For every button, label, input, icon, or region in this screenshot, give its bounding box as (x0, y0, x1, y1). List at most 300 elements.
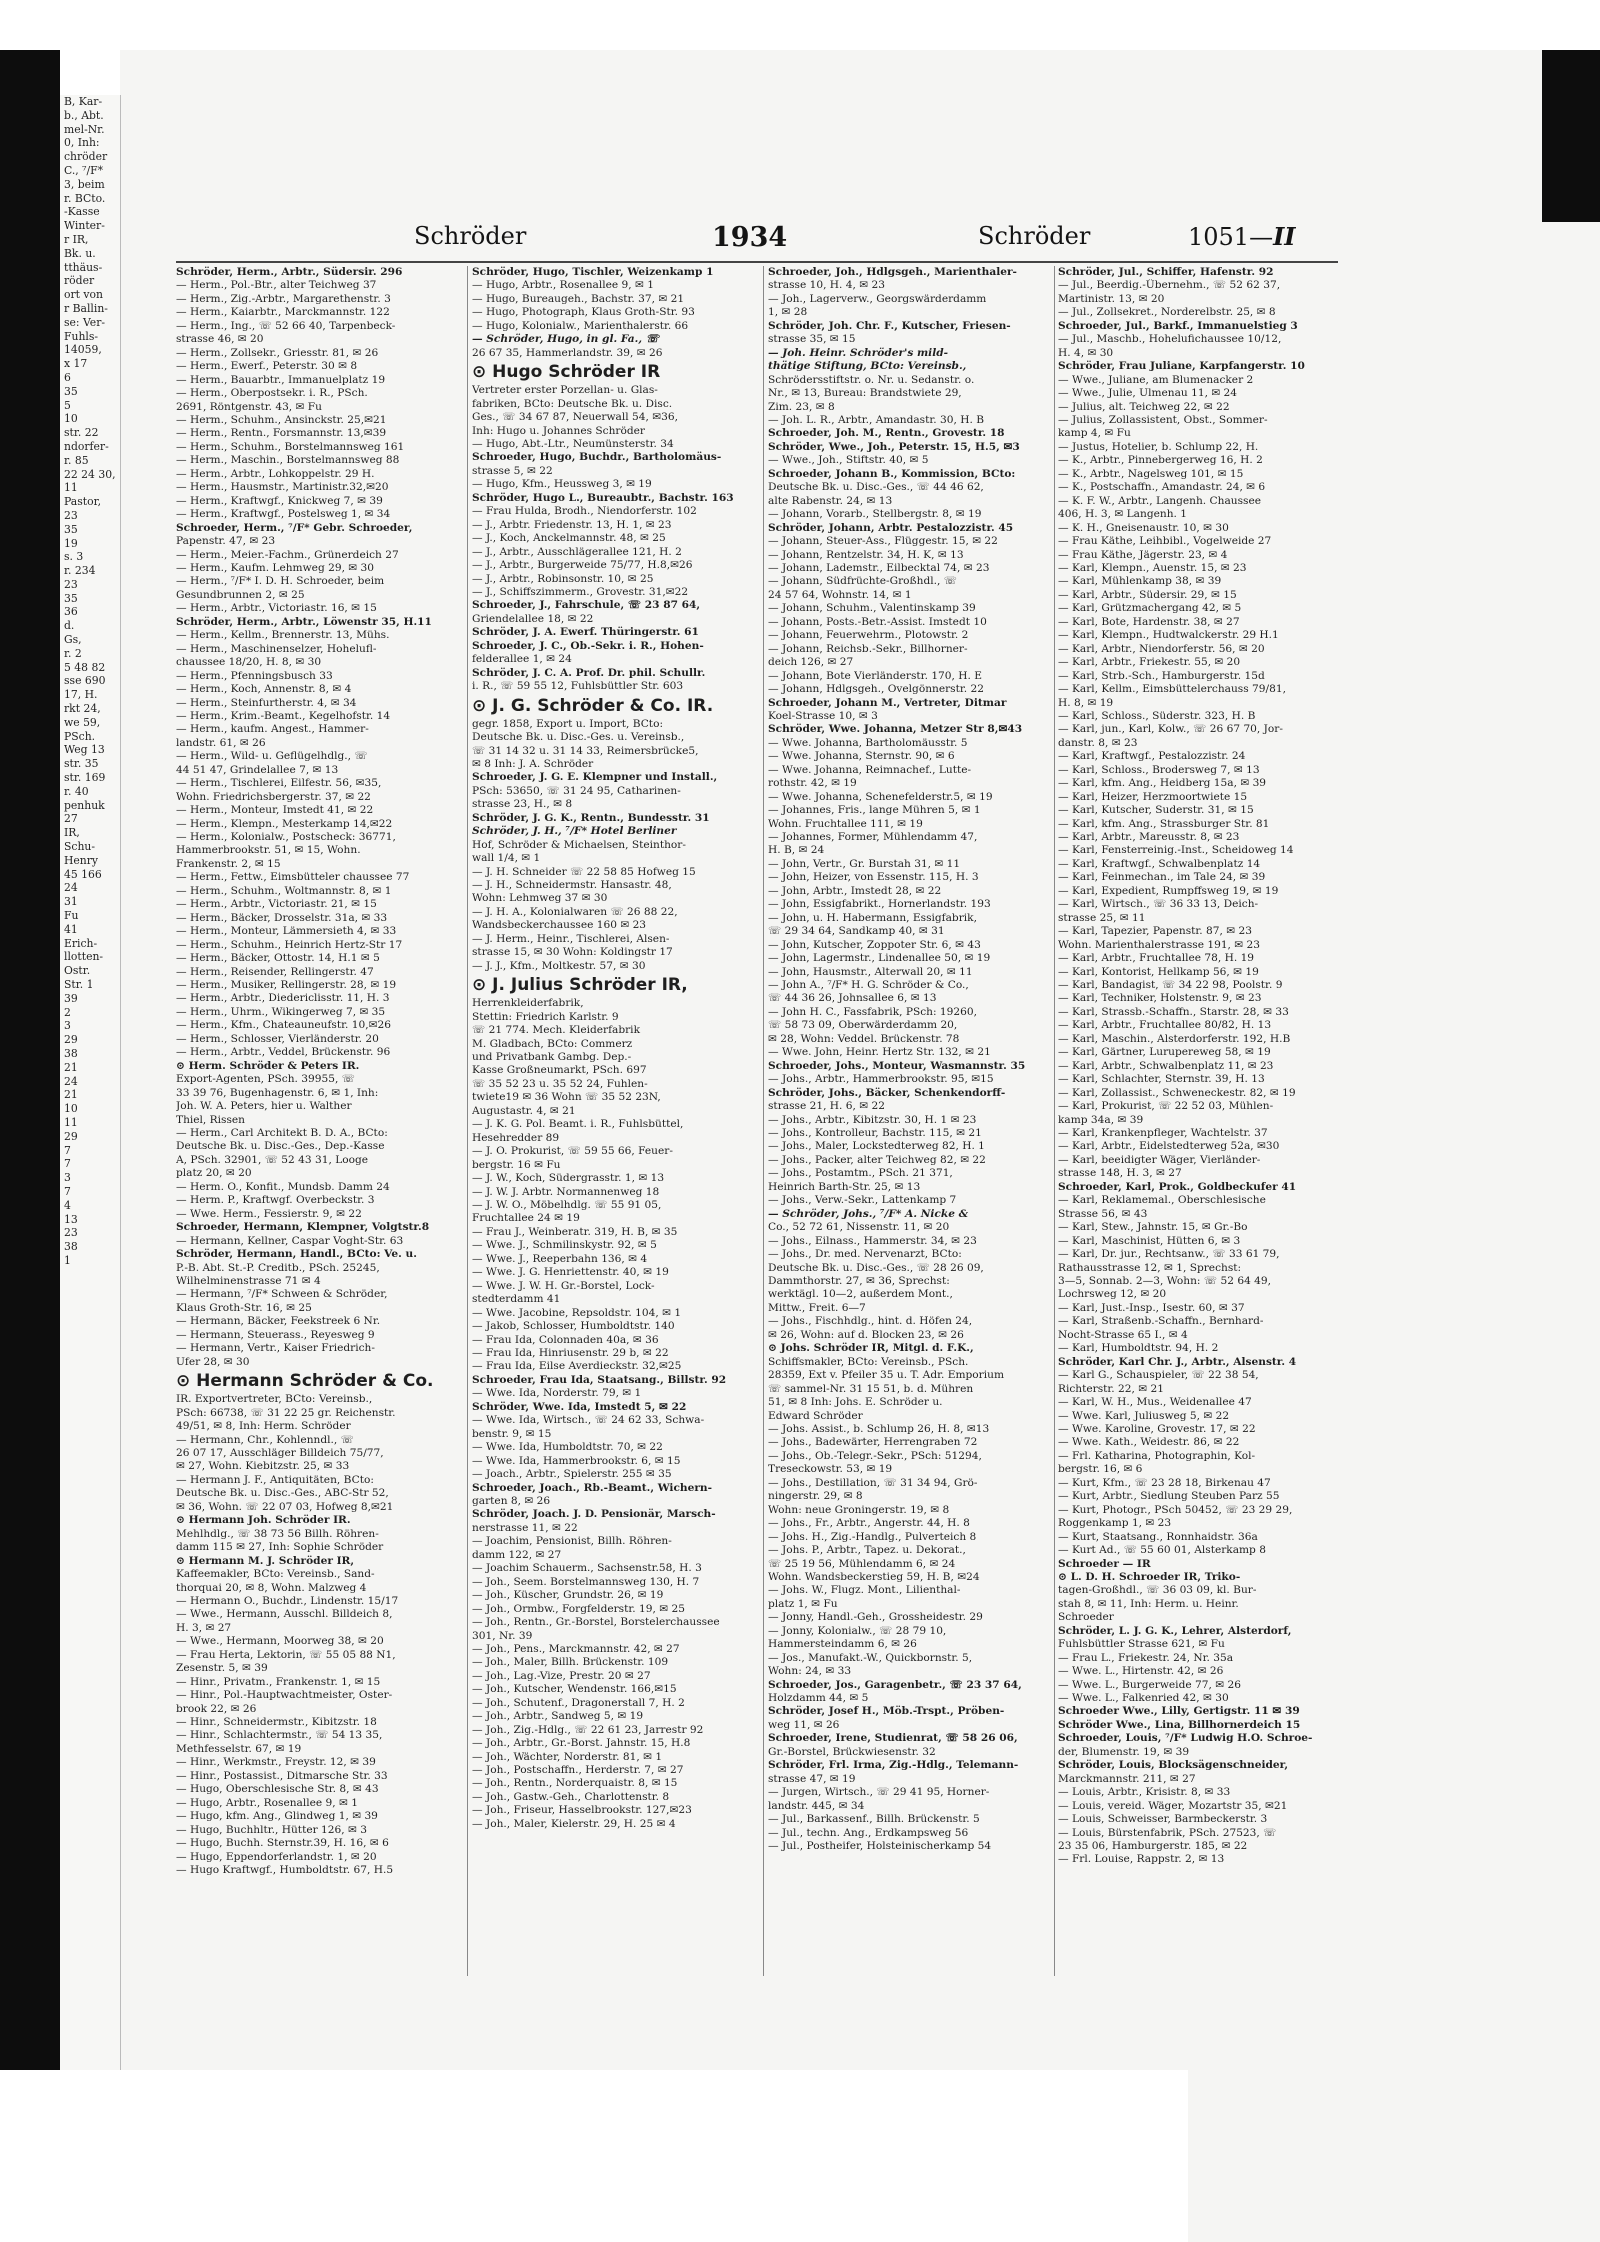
previous-page-fragment: 35 (64, 591, 78, 605)
directory-entry-line: Schröder, Joh. Chr. F., Kutscher, Friesen- (768, 319, 1011, 332)
directory-entry-line: strasse 148, H. 3, ✉ 27 (1058, 1167, 1182, 1180)
directory-entry-line: Schröder, Johann, Arbtr. Pestalozzistr. 45 (768, 521, 1014, 534)
previous-page-fragment: -Kasse (64, 205, 100, 219)
directory-entry-line: — K. F. W., Arbtr., Langenh. Chaussee (1058, 494, 1262, 507)
directory-entry-line: — Hugo, Arbtr., Rosenallee 9, ✉ 1 (176, 1796, 359, 1809)
directory-entry-line: Schroeder, Karl, Prok., Goldbeckufer 41 (1058, 1180, 1297, 1193)
directory-entry-line: — Johs., Destillation, ☏ 31 34 94, Grö- (768, 1476, 978, 1489)
previous-page-fragment: Erich- (64, 936, 98, 950)
directory-entry-line: Schiffsmakler, BCto: Vereinsb., PSch. (768, 1355, 969, 1368)
directory-entry-line: Wandsbeckerchaussee 160 ✉ 23 (472, 919, 647, 932)
previous-page-fragment: 23 (64, 1226, 78, 1240)
directory-entry-line: — Wwe. John, Heinr. Hertz Str. 132, ✉ 21 (768, 1046, 991, 1059)
directory-entry-line: — Wwe., Juliane, am Blumenacker 2 (1058, 373, 1254, 386)
directory-entry-line: — Wwe., Julie, Ulmenau 11, ✉ 24 (1058, 387, 1238, 400)
directory-entry-line: — Herm., Kaufm. Lehmweg 29, ✉ 30 (176, 561, 375, 574)
directory-entry-line: ✉ 8 Inh: J. A. Schröder (472, 757, 594, 770)
previous-page-fragment: IR, (64, 826, 80, 840)
directory-entry-line: — Karl, Stew., Jahnstr. 15, ✉ Gr.-Bo (1058, 1221, 1248, 1234)
page-number-value: 1051— (1188, 223, 1274, 251)
directory-entry-line: Holzdamm 44, ✉ 5 (768, 1692, 869, 1705)
directory-entry-line: — Julius, Zollassistent, Obst., Sommer- (1058, 413, 1268, 426)
directory-entry-line: — Hermann J. F., Antiquitäten, BCto: (176, 1473, 374, 1486)
previous-page-fragment: r. BCto. (64, 191, 106, 205)
directory-entry-line: ⊙ J. G. Schröder & Co. IR. (472, 695, 714, 716)
directory-entry-line: Herrenkleiderfabrik, (472, 997, 584, 1010)
directory-entry-line: ☏ 31 14 32 u. 31 14 33, Reimersbrücke5, (472, 744, 699, 757)
directory-entry-line: — Karl, Arbtr., Friekestr. 55, ✉ 20 (1058, 656, 1241, 669)
directory-entry-line: twiete19 ✉ 36 Wohn ☏ 35 52 23N, (472, 1091, 661, 1104)
directory-entry-line: — Karl, kfm. Ang., Strassburger Str. 81 (1058, 817, 1270, 830)
directory-entry-line: 301, Nr. 39 (472, 1629, 533, 1642)
directory-entry-line: 24 57 64, Wohnstr. 14, ✉ 1 (768, 588, 912, 601)
directory-entry-line: Schröder, J. C. A. Prof. Dr. phil. Schullr. (472, 666, 706, 679)
directory-entry-line: 44 51 47, Grindelallee 7, ✉ 13 (176, 763, 339, 776)
directory-entry-line: — Karl, Kraftwgf., Schwalbenplatz 14 (1058, 857, 1261, 870)
directory-entry-line: ☏ sammel-Nr. 31 15 51, b. d. Mühren (768, 1382, 974, 1395)
directory-entry-line: — Herm., Ewerf., Peterstr. 30 ✉ 8 (176, 360, 358, 373)
directory-entry-line: brook 22, ✉ 26 (176, 1702, 257, 1715)
directory-entry-line: — J. H. Schneider ☏ 22 58 85 Hofweg 15 (472, 865, 696, 878)
directory-entry-line: Schroeder, Louis, ⁷/F* Ludwig H.O. Schroe- (1058, 1732, 1313, 1745)
directory-entry-line: — Herm., Kraftwgf., Postelsweg 1, ✉ 34 (176, 508, 391, 521)
directory-entry-line: — Jurgen, Wirtsch., ☏ 29 41 95, Horner- (768, 1786, 990, 1799)
directory-entry-line: Schröder, Josef H., Möb.-Trspt., Pröben- (768, 1705, 1005, 1718)
directory-entry-line: Schröder, L. J. G. K., Lehrer, Alsterdorf, (1058, 1624, 1292, 1637)
directory-entry-line: — Herm., Pol.-Btr., alter Teichweg 37 (176, 279, 377, 292)
directory-entry-line: — Frl. Katharina, Photographin, Kol- (1058, 1449, 1256, 1462)
directory-entry-line: Edward Schröder (768, 1409, 863, 1422)
directory-entry-line: — Johs., Eilnass., Hammerstr. 34, ✉ 23 (768, 1234, 977, 1247)
directory-entry-line: — Herm., Oberpostsekr. i. R., PSch. (176, 387, 368, 400)
previous-page-fragment: 36 (64, 605, 78, 619)
directory-entry-line: — Johs. W., Flugz. Mont., Lilienthal- (768, 1584, 961, 1597)
directory-entry-line: ⊙ Hermann M. J. Schröder IR, (176, 1554, 355, 1567)
directory-entry-line: — Herm., Monteur, Lämmersieth 4, ✉ 33 (176, 925, 397, 938)
directory-entry-line: — J. H. A., Kolonialwaren ☏ 26 88 22, (472, 905, 678, 918)
directory-entry-line: — J. W. O., Möbelhdlg. ☏ 55 91 05, (472, 1199, 662, 1211)
directory-columns (176, 266, 1346, 1976)
directory-entry-line: Schroeder, Frau Ida, Staatsang., Billstr. 92 (472, 1373, 727, 1386)
directory-entry-line: — Frau Käthe, Jägerstr. 23, ✉ 4 (1058, 548, 1228, 561)
directory-entry-line: — Wwe. J. G. Henriettenstr. 40, ✉ 19 (472, 1266, 669, 1279)
previous-page-fragment: 13 (64, 1212, 78, 1226)
directory-entry-line: — Karl, Arbtr., Mareusstr. 8, ✉ 23 (1058, 831, 1240, 844)
directory-entry-line: H. B, ✉ 24 (768, 844, 825, 857)
directory-entry-line: — Herm., Bäcker, Drosselstr. 31a, ✉ 33 (176, 911, 388, 924)
previous-page-fragment: 35 (64, 384, 78, 398)
directory-entry-line: — Jul., Postheifer, Holsteinischerkamp 54 (768, 1840, 992, 1853)
previous-page-fragment: B, Kar- (64, 95, 103, 108)
directory-entry-line: ⊙ L. D. H. Schroeder IR, Triko- (1058, 1570, 1241, 1583)
directory-entry-line: PSch: 53650, ☏ 31 24 95, Catharinen- (472, 784, 681, 797)
directory-entry-line: Roggenkamp 1, ✉ 23 (1058, 1517, 1172, 1530)
column-1 (176, 266, 462, 1976)
directory-entry-line: bergstr. 16, ✉ 6 (1058, 1463, 1143, 1476)
directory-entry-line: ✉ 28, Wohn: Veddel. Brückenstr. 78 (768, 1032, 960, 1045)
directory-entry-line: Export-Agenten, PSch. 39955, ☏ (176, 1073, 355, 1086)
directory-entry-line: strasse 21, H. 6, ✉ 22 (768, 1100, 885, 1113)
directory-entry-line: Kaffeemakler, BCto: Vereinsb., Sand- (176, 1568, 375, 1581)
directory-entry-line: Schroeder, Johs., Monteur, Wasmannstr. 35 (768, 1059, 1026, 1072)
previous-page-fragment: 35 (64, 522, 78, 536)
previous-page-fragment: 11 (64, 481, 78, 495)
directory-entry-line: nerstrasse 11, ✉ 22 (472, 1521, 578, 1534)
previous-page-fragment: 5 48 82 (64, 660, 106, 674)
previous-page-fragment: 11 (64, 1115, 78, 1129)
previous-page-fragment: 14059, (64, 343, 102, 357)
previous-page-fragment: 21 (64, 1088, 78, 1102)
directory-entry-line: — Wwe. Johanna, Schenefelderstr.5, ✉ 19 (768, 790, 993, 803)
directory-entry-line: — Herm., Zig.-Arbtr., Margarethenstr. 3 (176, 292, 391, 305)
directory-entry-line: Wohn. Friedrichsbergerstr. 37, ✉ 22 (176, 790, 371, 803)
directory-entry-line: — Hugo, Eppendorferlandstr. 1, ✉ 20 (176, 1850, 377, 1863)
previous-page-fragment: 0, Inh: (64, 136, 100, 150)
column-2 (472, 266, 758, 1976)
directory-entry-line: Lochrsweg 12, ✉ 20 (1058, 1288, 1167, 1301)
directory-entry-line: gegr. 1858, Export u. Import, BCto: (472, 717, 664, 730)
previous-page-fragment: 38 (64, 1240, 78, 1254)
previous-page-fragment: 41 (64, 922, 78, 936)
directory-entry-line: thorquai 20, ✉ 8, Wohn. Malzweg 4 (176, 1581, 367, 1594)
directory-entry-line: — Karl, Schloss., Brodersweg 7, ✉ 13 (1058, 763, 1260, 776)
directory-entry-line: — John, Lagermstr., Lindenallee 50, ✉ 19 (768, 952, 991, 965)
directory-entry-line: — Kurt, Photogr., PSch 50452, ☏ 23 29 29, (1058, 1503, 1293, 1516)
directory-entry-line: Schroeder, J. G. E. Klempner und Install., (472, 771, 718, 784)
previous-page-fragment: Weg 13 (64, 743, 105, 757)
previous-page-fragment: 10 (64, 1102, 78, 1116)
previous-page-fragment: Pastor, (64, 495, 102, 509)
directory-entry-line: — J., Koch, Anckelmannstr. 48, ✉ 25 (472, 532, 666, 545)
directory-entry-line: — Johann, Schuhm., Valentinskamp 39 (768, 602, 976, 615)
directory-entry-line: — Karl, Arbtr., Fruchtallee 78, H. 19 (1058, 952, 1255, 965)
previous-page-fragment: r. 234 (64, 564, 96, 578)
directory-entry-line: — Joh., Arbtr., Sandweg 5, ✉ 19 (472, 1710, 644, 1723)
directory-entry-line: — Johs., Ob.-Telegr.-Sekr., PSch: 51294, (768, 1449, 982, 1462)
directory-entry-line: stedterdamm 41 (472, 1293, 561, 1306)
directory-entry-line: Schröder, J. A. Ewerf. Thüringerstr. 61 (472, 626, 699, 639)
directory-entry-line: M. Gladbach, BCto: Commerz (472, 1037, 633, 1050)
directory-entry-line: — John H. C., Fassfabrik, PSch: 19260, (768, 1005, 977, 1018)
directory-entry-line: — Karl, Grützmachergang 42, ✉ 5 (1058, 602, 1242, 615)
previous-page-fragment: Ostr. (64, 964, 91, 978)
directory-entry-line: Schroeder, Johann B., Kommission, BCto: (768, 467, 1016, 480)
previous-page-fragment: b., Abt. (64, 108, 104, 122)
directory-entry-line: ✉ 27, Wohn. Kiebitzstr. 25, ✉ 33 (176, 1460, 350, 1473)
directory-entry-line: Schröder, J. H., ⁷/F* Hotel Berliner (472, 825, 677, 838)
previous-page-fragment: llotten- (64, 950, 104, 964)
directory-entry-line: ningerstr. 29, ✉ 8 (768, 1490, 863, 1503)
directory-entry-line: — Julius, alt. Teichweg 22, ✉ 22 (1058, 400, 1230, 413)
directory-entry-line: ⊙ J. Julius Schröder IR, (472, 975, 688, 996)
directory-entry-line: — Hugo, Kfm., Heussweg 3, ✉ 19 (472, 478, 652, 491)
directory-entry-line: — Kurt, Kfm., ☏ 23 28 18, Birkenau 47 (1058, 1476, 1271, 1489)
directory-entry-line: — Karl, Bandagist, ☏ 34 22 98, Poolstr. 9 (1058, 979, 1283, 992)
directory-entry-line: — Herm., Bauarbtr., Immanuelplatz 19 (176, 373, 386, 386)
directory-entry-line: — Hugo, Oberschlesische Str. 8, ✉ 43 (176, 1783, 379, 1796)
directory-entry-line: — Herm., kaufm. Angest., Hammer- (176, 723, 369, 736)
previous-page-fragment: 23 (64, 508, 78, 522)
directory-entry-line: — Herm., ⁷/F* I. D. H. Schroeder, beim (176, 575, 385, 588)
directory-entry-line: — Herm., Schlosser, Vierländerstr. 20 (176, 1032, 379, 1045)
directory-entry-line: — Hermann, Kellner, Caspar Voght-Str. 63 (176, 1234, 404, 1247)
previous-page-fragment: 21 (64, 1060, 78, 1074)
directory-entry-line: ☏ 29 34 64, Sandkamp 40, ✉ 31 (768, 925, 945, 938)
previous-page-fragment: PSch. (64, 729, 96, 743)
directory-entry-line: — Herm., Musiker, Rellingerstr. 28, ✉ 19 (176, 979, 397, 992)
previous-page-fragment: penhuk (64, 798, 105, 812)
directory-entry-line: — Hugo, Photograph, Klaus Groth-Str. 93 (472, 306, 695, 319)
directory-entry-line: — Hugo, Arbtr., Rosenallee 9, ✉ 1 (472, 279, 655, 292)
directory-entry-line: — Karl, Maschin., Alsterdorferstr. 192, H.B (1058, 1032, 1291, 1045)
directory-entry-line: — Wwe. Karl, Juliusweg 5, ✉ 22 (1058, 1409, 1230, 1422)
directory-entry-line: — Karl, Wirtsch., ☏ 36 33 13, Deich- (1058, 898, 1259, 911)
directory-entry-line: — Karl, Arbtr., Eidelstedterweg 52a, ✉30 (1058, 1140, 1280, 1153)
directory-entry-line: Schroeder (1058, 1611, 1114, 1624)
directory-entry-line: — Karl, Arbtr., Fruchtallee 80/82, H. 13 (1058, 1019, 1272, 1032)
directory-entry-line: — Johs., Fr., Arbtr., Angerstr. 44, H. 8 (768, 1517, 970, 1530)
directory-entry-line: — Hugo Kraftwgf., Humboldtstr. 67, H.5 (176, 1864, 394, 1877)
directory-entry-line: felderallee 1, ✉ 24 (472, 653, 572, 666)
directory-entry-line: Schroeder, J., Fahrschule, ☏ 23 87 64, (472, 599, 701, 612)
directory-entry-line: — Karl, Straßenb.-Schaffn., Bernhard- (1058, 1315, 1264, 1328)
directory-entry-line: strasse 25, ✉ 11 (1058, 911, 1146, 924)
directory-entry-line: Schroeder, Johann M., Vertreter, Ditmar (768, 696, 1007, 709)
directory-entry-line: — Frau J., Weinberatr. 319, H. B, ✉ 35 (472, 1225, 678, 1238)
directory-entry-line: — Joh., Ormbw., Forgfelderstr. 19, ✉ 25 (472, 1602, 685, 1615)
directory-entry-line: — Herm., Klempn., Mesterkamp 14,✉22 (176, 817, 393, 830)
page-header (176, 222, 1338, 256)
directory-entry-line: — Herm., Maschinenselzer, Hohelufl- (176, 642, 377, 655)
directory-entry-line: — Karl, kfm. Ang., Heidberg 15a, ✉ 39 (1058, 777, 1267, 790)
directory-entry-line: — J. W., Koch, Südergrasstr. 1, ✉ 13 (472, 1172, 665, 1185)
directory-entry-line: 26 07 17, Ausschläger Billdeich 75/77, (176, 1446, 384, 1459)
directory-entry-line: — Johannes, Fris., lange Mühren 5, ✉ 1 (768, 804, 981, 817)
previous-page-fragment: 38 (64, 1046, 78, 1060)
directory-entry-line: tagen-Großhdl., ☏ 36 03 09, kl. Bur- (1058, 1584, 1257, 1597)
directory-entry-line: strasse 10, H. 4, ✉ 23 (768, 279, 885, 292)
directory-entry-line: — Johann, Reichsb.-Sekr., Billhorner- (768, 642, 968, 655)
directory-entry-line: — Joh., Wächter, Norderstr. 81, ✉ 1 (472, 1750, 663, 1763)
directory-entry-line: Schroeder, Joach., Rb.-Beamt., Wichern- (472, 1481, 713, 1494)
directory-entry-line: Martinistr. 13, ✉ 20 (1058, 292, 1165, 305)
previous-page-fragment: chröder (64, 150, 108, 164)
directory-entry-line: landstr. 61, ✉ 26 (176, 736, 266, 749)
previous-page-fragment: 7 (64, 1157, 71, 1171)
directory-entry-line: — John, Kutscher, Zoppoter Str. 6, ✉ 43 (768, 938, 981, 951)
directory-entry-line: 3—5, Sonnab. 2—3, Wohn: ☏ 52 64 49, (1058, 1274, 1272, 1287)
directory-entry-line: — Jul., techn. Ang., Erdkampsweg 56 (768, 1826, 969, 1839)
directory-entry-line: — Herm., Schuhm., Woltmannstr. 8, ✉ 1 (176, 884, 392, 897)
directory-entry-line: — Louis, vereid. Wäger, Mozartstr 35, ✉21 (1058, 1799, 1288, 1812)
directory-entry-line: — Joh., Rentn., Gr.-Borstel, Borstelerchaussee (472, 1616, 720, 1629)
directory-entry-line: — Karl, Arbtr., Niendorferstr. 56, ✉ 20 (1058, 642, 1265, 655)
directory-entry-line: — Karl, Reklamemal., Oberschlesische (1058, 1194, 1266, 1207)
directory-entry-line: — Kurt, Staatsang., Ronnhaidstr. 36a (1058, 1530, 1258, 1543)
directory-entry-line: — Karl, Arbtr., Südersir. 29, ✉ 15 (1058, 588, 1237, 601)
directory-entry-line: — Wwe. Kath., Weidestr. 86, ✉ 22 (1058, 1436, 1240, 1449)
directory-entry-line: — Jul., Beerdig.-Übernehm., ☏ 52 62 37, (1058, 279, 1281, 292)
previous-page-fragment: 17, H. (64, 688, 98, 702)
directory-entry-line: Deutsche Bk. u. Disc.-Ges. u. Vereinsb., (472, 731, 685, 744)
directory-entry-line: landstr. 445, ✉ 34 (768, 1799, 865, 1812)
directory-entry-line: Marckmannstr. 211, ✉ 27 (1058, 1772, 1196, 1785)
directory-entry-line: — Karl, Gärtner, Lurupereweg 58, ✉ 19 (1058, 1046, 1271, 1059)
directory-entry-line: — Johs., Arbtr., Kibitzstr. 30, H. 1 ✉ 23 (768, 1113, 977, 1126)
directory-entry-line: — Louis, Schweisser, Barmbeckerstr. 3 (1058, 1813, 1268, 1826)
directory-entry-line: — Herm., Schuhm., Ansinckstr. 25,✉21 (176, 413, 387, 426)
directory-entry-line: garten 8, ✉ 26 (472, 1494, 551, 1507)
header-rule (176, 261, 1338, 263)
directory-entry-line: — Wwe. Johanna, Sternstr. 90, ✉ 6 (768, 750, 955, 763)
directory-entry-line: — Frau Käthe, Leihbibl., Vogelweide 27 (1058, 535, 1272, 548)
directory-entry-line: PSch: 66738, ☏ 31 22 25 gr. Reichenstr. (176, 1406, 396, 1419)
directory-entry-line: — Johs., Verw.-Sekr., Lattenkamp 7 (768, 1194, 957, 1207)
directory-entry-line: — Herm., Ing., ☏ 52 66 40, Tarpenbeck- (176, 319, 396, 332)
directory-entry-line: — John, Arbtr., Imstedt 28, ✉ 22 (768, 884, 942, 897)
directory-entry-line: — Karl, Arbtr., Schwalbenplatz 11, ✉ 23 (1058, 1059, 1274, 1072)
directory-entry-line: — Herm., Pfenningsbusch 33 (176, 669, 333, 682)
directory-entry-line: Schröder, Wwe. Johanna, Metzer Str 8,✉43 (768, 723, 1023, 736)
directory-entry-line: Wohn. Marienthalerstrasse 191, ✉ 23 (1058, 938, 1261, 951)
directory-entry-line: — Hinr., Schneidermstr., Kibitzstr. 18 (176, 1716, 377, 1729)
directory-entry-line: — J. H., Schneidermstr. Hansastr. 48, (472, 879, 672, 892)
directory-entry-line: — Wwe. J. W. H. Gr.-Borstel, Lock- (472, 1279, 655, 1292)
directory-entry-line: — Karl, Bote, Hardenstr. 38, ✉ 27 (1058, 615, 1240, 628)
directory-entry-line: — Johs., Packer, alter Teichweg 82, ✉ 22 (768, 1153, 986, 1166)
directory-entry-line: — Herm. O., Konfit., Mundsb. Damm 24 (176, 1180, 390, 1193)
previous-page-fragment: str. 22 (64, 426, 99, 440)
directory-entry-line: 1, ✉ 28 (768, 306, 808, 319)
directory-entry-line: Treseckowstr. 53, ✉ 19 (768, 1463, 893, 1476)
directory-entry-line: — Joh., Maler, Billh. Brückenstr. 109 (472, 1656, 669, 1669)
directory-entry-line: Schröder, Herm., Arbtr., Löwenstr 35, H.11 (176, 615, 432, 628)
directory-entry-line: — Karl G., Schauspieler, ☏ 22 38 54, (1058, 1369, 1259, 1382)
directory-entry-line: — Herm., Arbtr., Victoriastr. 21, ✉ 15 (176, 898, 377, 911)
directory-entry-line: — Wwe. L., Burgerweide 77, ✉ 26 (1058, 1678, 1241, 1691)
directory-entry-line: chaussee 18/20, H. 8, ✉ 30 (176, 656, 322, 669)
directory-entry-line: damm 122, ✉ 27 (472, 1548, 562, 1561)
previous-page-fragment: str. 169 (64, 771, 106, 785)
previous-page-fragment: Gs, (64, 633, 82, 647)
directory-entry-line: — Herm., Arbtr., Lohkoppelstr. 29 H. (176, 467, 375, 480)
directory-entry-line: Ufer 28, ✉ 30 (176, 1355, 250, 1368)
directory-entry-line: — Joh., Küscher, Grundstr. 26, ✉ 19 (472, 1589, 664, 1602)
directory-entry-line: ☏ 21 774. Mech. Kleiderfabrik (472, 1024, 640, 1037)
previous-page-fragment: r. 85 (64, 453, 89, 467)
directory-entry-line: — Herm., Meier.-Fachm., Grünerdeich 27 (176, 548, 399, 561)
directory-entry-line: — Karl, Krankenpfleger, Wachtelstr. 37 (1058, 1127, 1268, 1139)
directory-entry-line: — Karl, Just.-Insp., Isestr. 60, ✉ 37 (1058, 1301, 1245, 1314)
directory-entry-line: — Herm., Koch, Annenstr. 8, ✉ 4 (176, 683, 352, 696)
directory-entry-line: — Wwe., Joh., Stiftstr. 40, ✉ 5 (768, 454, 929, 467)
directory-entry-line: — Johann, Steuer-Ass., Flüggestr. 15, ✉ 22 (768, 535, 998, 548)
directory-entry-line: — Johs. P., Arbtr., Tapez. u. Dekorat., (768, 1544, 966, 1557)
directory-entry-line: — Herm., Krim.-Beamt., Kegelhofstr. 14 (176, 709, 391, 722)
directory-entry-line: — Herm., Kaiarbtr., Marckmannstr. 122 (176, 306, 390, 319)
directory-entry-line: — Joh., Schutenf., Dragonerstall 7, H. 2 (472, 1696, 685, 1709)
previous-page-fragment: r. 40 (64, 784, 89, 798)
directory-entry-line: — Kurt, Arbtr., Siedlung Steuben Parz 55 (1058, 1490, 1280, 1503)
directory-entry-line: Co., 52 72 61, Nissenstr. 11, ✉ 20 (768, 1221, 950, 1234)
directory-entry-line: IR. Exportvertreter, BCto: Vereinsb., (176, 1393, 373, 1406)
directory-entry-line: — Johs., Fischhdlg., hint. d. Höfen 24, (768, 1315, 973, 1328)
directory-entry-line: — Karl, Strb.-Sch., Hamburgerstr. 15d (1058, 669, 1265, 682)
directory-entry-line: platz 20, ✉ 20 (176, 1167, 252, 1180)
directory-entry-line: ⊙ Hugo Schröder IR (472, 362, 661, 383)
directory-entry-line: — Karl, Feinmechan., im Tale 24, ✉ 39 (1058, 871, 1266, 884)
directory-entry-line: Klaus Groth-Str. 16, ✉ 25 (176, 1301, 312, 1314)
page-number-suffix: II (1273, 222, 1296, 251)
column-3 (768, 266, 1054, 1976)
previous-page-fragment: se: Ver- (64, 315, 106, 329)
directory-entry-line: — Karl, Dr. jur., Rechtsanw., ☏ 33 61 79, (1058, 1248, 1280, 1261)
previous-page-fragment: 29 (64, 1129, 78, 1143)
previous-page-fragment: 3, beim (64, 177, 105, 191)
directory-entry-line: Schroeder, Irene, Studienrat, ☏ 58 26 06, (768, 1732, 1018, 1745)
previous-page-fragment: ort von (64, 288, 103, 302)
directory-entry-line: — Joh., Postschaffn., Herderstr. 7, ✉ 27 (472, 1764, 684, 1777)
directory-entry-line: — Herm., Zollsekr., Griesstr. 81, ✉ 26 (176, 346, 379, 359)
directory-entry-line: Wohn. Fruchtallee 111, ✉ 19 (768, 817, 923, 830)
directory-entry-line: — Karl, Schloss., Süderstr. 323, H. B (1058, 709, 1256, 722)
directory-entry-line: — Joh., Kutscher, Wendenstr. 166,✉15 (472, 1683, 677, 1696)
directory-entry-line: ☏ 44 36 26, Johnsallee 6, ✉ 13 (768, 992, 937, 1005)
directory-entry-line: — Joh., Zig.-Hdlg., ☏ 22 61 23, Jarrestr 92 (472, 1723, 704, 1736)
directory-entry-line: Gesundbrunnen 2, ✉ 25 (176, 588, 305, 601)
directory-entry-line: Gr.-Borstel, Brückwiesenstr. 32 (768, 1745, 936, 1758)
directory-entry-line: — Johann, Südfrüchte-Großhdl., ☏ (768, 575, 957, 588)
directory-entry-line: — Wwe. Johanna, Bartholomäusstr. 5 (768, 736, 968, 749)
directory-entry-line: — Wwe. L., Falkenried 42, ✉ 30 (1058, 1692, 1229, 1705)
directory-entry-line: — Karl, Fensterreinig.-Inst., Scheidoweg 14 (1058, 844, 1294, 857)
directory-entry-line: strasse 5, ✉ 22 (472, 464, 553, 477)
directory-entry-line: ☏ 25 19 56, Mühlendamm 6, ✉ 24 (768, 1557, 956, 1570)
directory-entry-line: deich 126, ✉ 27 (768, 656, 854, 669)
directory-entry-line: — Herm., Kellm., Brennerstr. 13, Mühs. (176, 629, 390, 642)
directory-entry-line: Mehlhdlg., ☏ 38 73 56 Billh. Röhren- (176, 1527, 379, 1540)
previous-page-fragment: Henry (64, 853, 99, 867)
directory-entry-line: — Herm., Schuhm., Borstelmannsweg 161 (176, 440, 405, 453)
directory-entry-line: — Karl, beeidigter Wäger, Vierländer- (1058, 1153, 1261, 1166)
directory-entry-line: — J. K. G. Pol. Beamt. i. R., Fuhlsbüttel, (472, 1118, 684, 1131)
directory-entry-line: — J., Arbtr., Ausschlägerallee 121, H. 2 (472, 545, 682, 558)
directory-entry-line: — Herm., Reisender, Rellingerstr. 47 (176, 965, 374, 978)
directory-entry-line: Augustastr. 4, ✉ 21 (472, 1104, 576, 1117)
directory-entry-line: Nocht-Strasse 65 I., ✉ 4 (1058, 1328, 1188, 1341)
directory-entry-line: — Herm., Schuhm., Heinrich Hertz-Str 17 (176, 938, 403, 951)
directory-entry-line: fabriken, BCto: Deutsche Bk. u. Disc. (472, 397, 673, 410)
directory-entry-line: — Hugo, kfm. Ang., Glindweg 1, ✉ 39 (176, 1810, 378, 1823)
directory-entry-line: Schröder, Wwe., Joh., Peterstr. 15, H.5, ✉3 (768, 440, 1020, 453)
directory-entry-line: — K., Arbtr., Nagelsweg 101, ✉ 15 (1058, 467, 1244, 480)
directory-entry-line: — Johs., Kontrolleur, Bachstr. 115, ✉ 21 (768, 1127, 982, 1139)
previous-page-fragment: Schu- (64, 840, 95, 854)
directory-entry-line: Heinrich Barth-Str. 25, ✉ 13 (768, 1180, 921, 1193)
directory-entry-line: Wohn: 24, ✉ 33 (768, 1665, 852, 1678)
directory-entry-line: — Johs., Badewärter, Herrengraben 72 (768, 1436, 978, 1449)
directory-entry-line: Hammerbrookstr. 51, ✉ 15, Wohn. (176, 844, 361, 857)
previous-page-edge (60, 95, 121, 2070)
directory-entry-line: A, PSch. 32901, ☏ 52 43 31, Looge (176, 1153, 369, 1166)
previous-page-fragment: mel-Nr. (64, 122, 105, 136)
directory-entry-line: — Wwe. Ida, Humboldtstr. 70, ✉ 22 (472, 1441, 663, 1454)
directory-entry-line: — Hermann, ⁷/F* Schween & Schröder, (176, 1288, 388, 1301)
previous-page-fragment: 23 (64, 577, 78, 591)
directory-entry-line: — J., Arbtr. Friedenstr. 13, H. 1, ✉ 23 (472, 518, 672, 531)
directory-entry-line: — John, u. H. Habermann, Essigfabrik, (768, 911, 977, 924)
directory-entry-line: — Joh., Rentn., Norderquaistr. 8, ✉ 15 (472, 1777, 678, 1790)
